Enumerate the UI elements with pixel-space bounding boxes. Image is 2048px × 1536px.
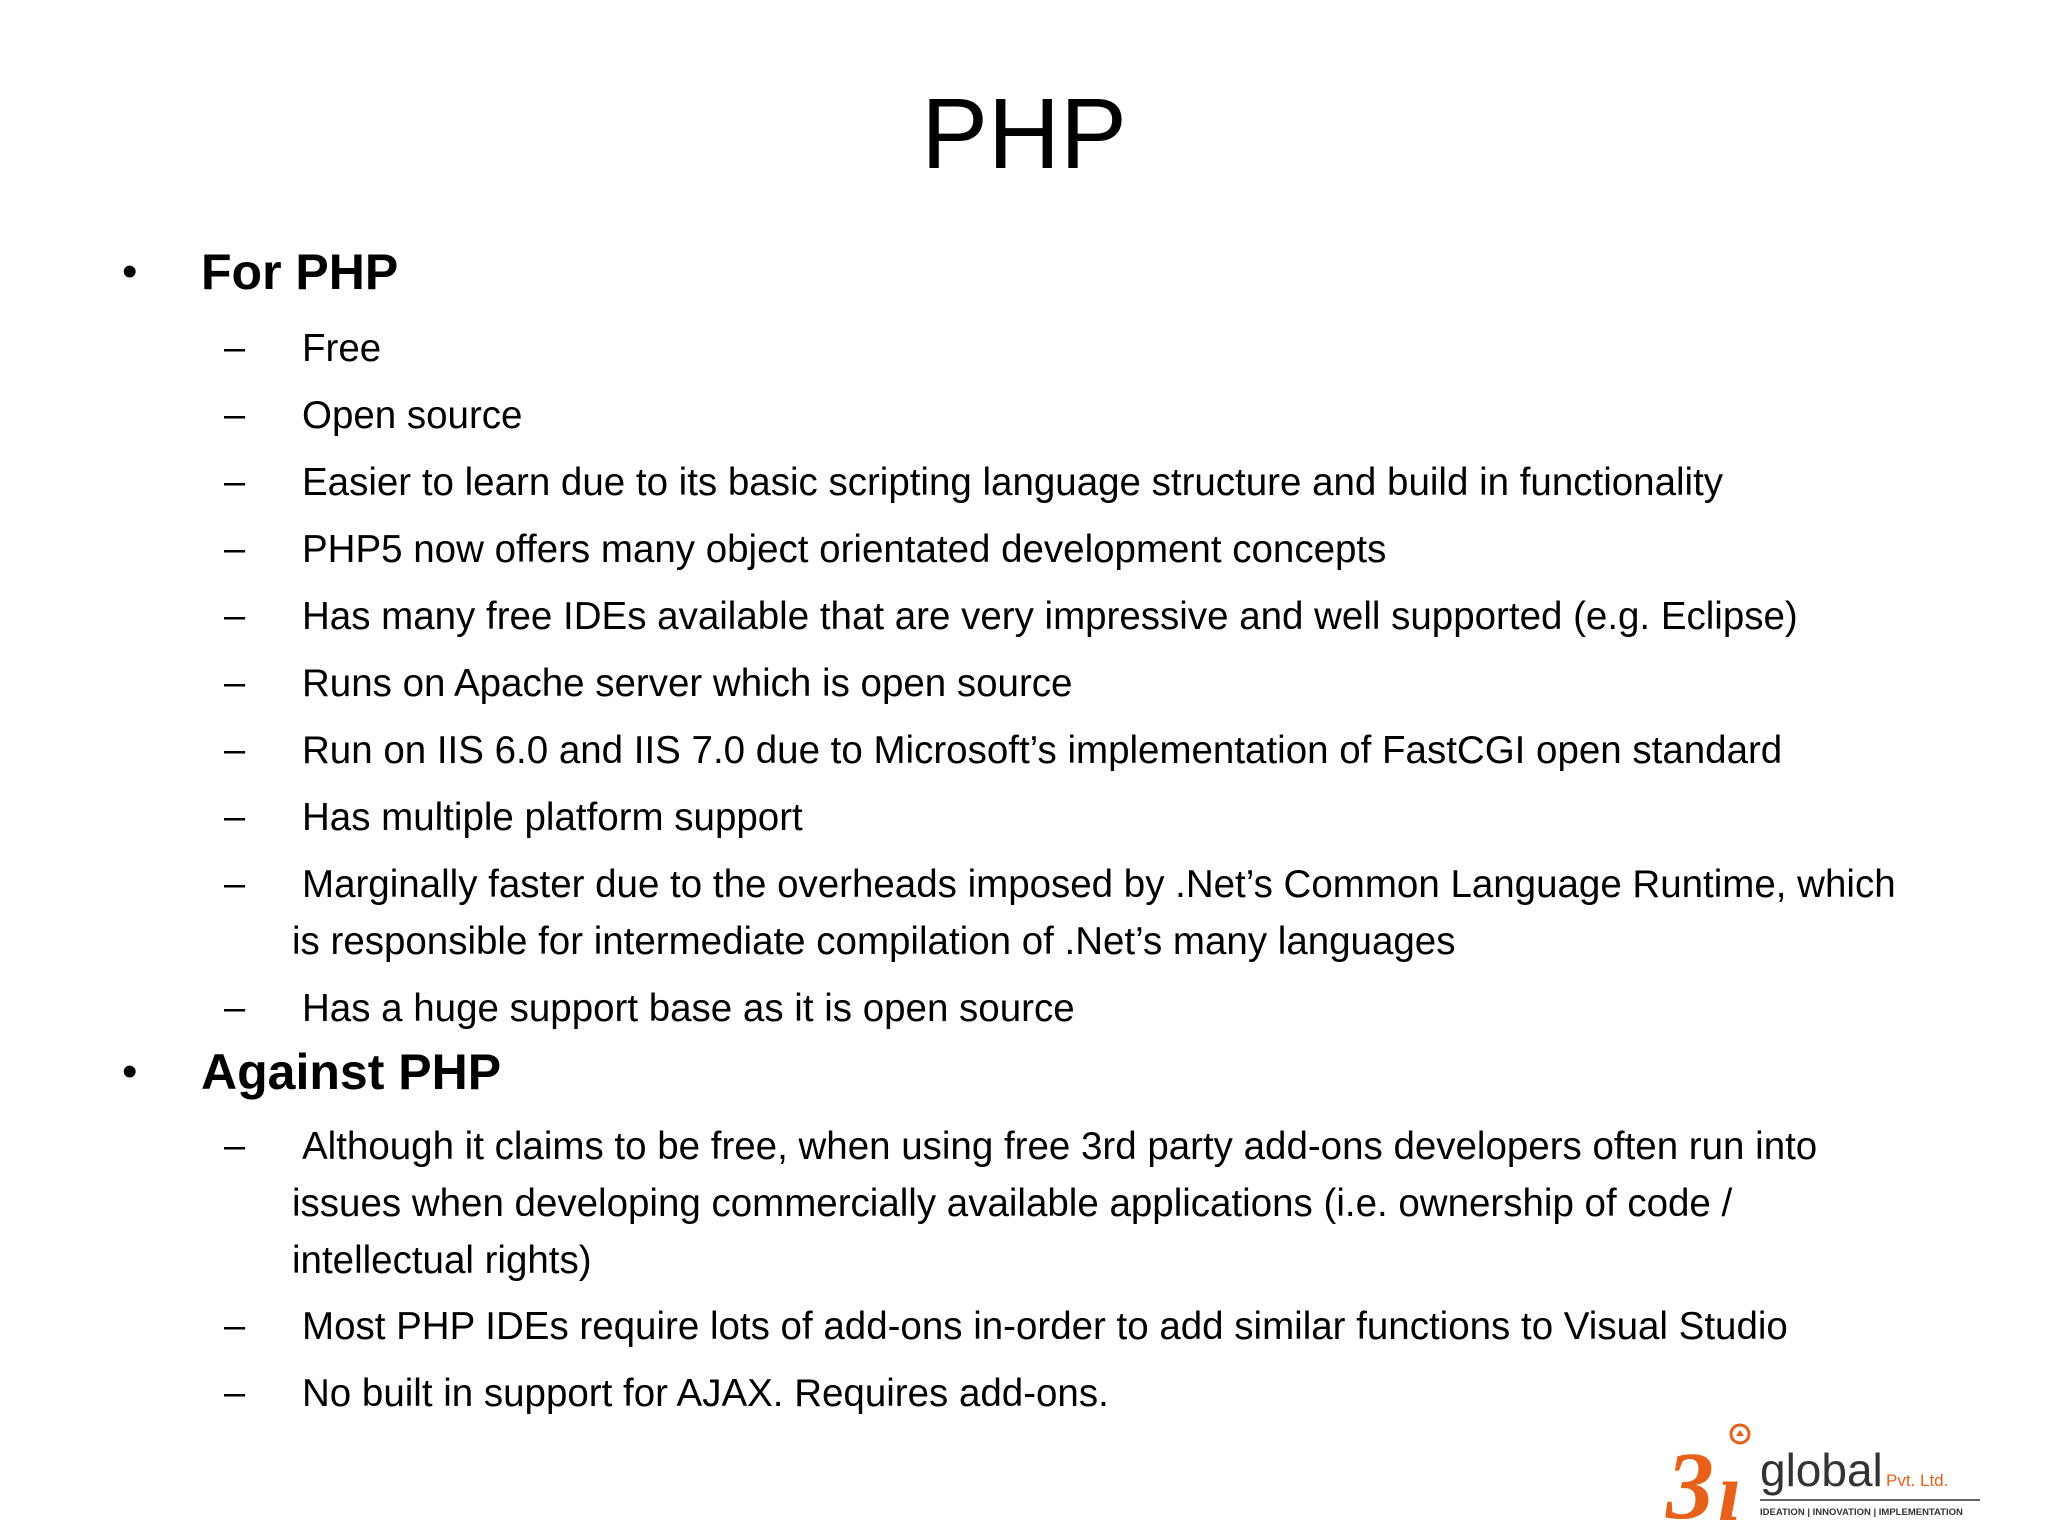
- dash-icon: –: [224, 863, 246, 905]
- dash-icon: –: [224, 595, 246, 637]
- dash-icon: –: [224, 729, 246, 771]
- list-item-text: Easier to learn due to its basic scripting language structure and build in functionality: [302, 461, 1724, 504]
- list-item-text: Most PHP IDEs require lots of add-ons in-order to add similar functions to Visual Studio: [302, 1305, 1788, 1348]
- against-php-heading-text: Against PHP: [201, 1044, 502, 1100]
- 3i-mark-icon: [1665, 1425, 1749, 1532]
- list-item-text: Marginally faster due to the overheads imposed by .Net’s Common Language Runtime, which is responsible for intermediate compilation of .Net’s many languages: [292, 863, 1928, 963]
- svg-text:ı: ı: [1718, 1446, 1742, 1532]
- dash-icon: –: [224, 987, 246, 1029]
- for-php-heading-text: For PHP: [201, 244, 399, 300]
- company-logo: [1660, 1422, 1980, 1532]
- dash-icon: –: [224, 796, 246, 838]
- logo-tagline-text: IDEATION | INNOVATION | IMPLEMENTATION: [1760, 1507, 1963, 1518]
- dash-icon: –: [224, 528, 246, 570]
- list-item-text: Has multiple platform support: [302, 796, 803, 839]
- list-item-text: Has many free IDEs available that are very impressive and well supported (e.g. Eclipse): [302, 595, 1798, 638]
- list-item-text: Open source: [302, 394, 523, 437]
- list-item-text: Although it claims to be free, when using free 3rd party add-ons developers often run into issues when developing commercially available applications (i.e. ownership of code / intellectual rights): [292, 1125, 1828, 1282]
- slide-title: PHP: [921, 78, 1127, 190]
- list-item-text: Runs on Apache server which is open source: [302, 662, 1073, 705]
- dash-icon: –: [224, 394, 246, 436]
- svg-text:3: 3: [1666, 1432, 1714, 1532]
- dash-icon: –: [224, 461, 246, 503]
- bullet-icon: •: [122, 247, 138, 296]
- dash-icon: –: [224, 1372, 246, 1414]
- bullet-icon: •: [122, 1047, 138, 1096]
- list-item-text: No built in support for AJAX. Requires add-ons.: [302, 1372, 1109, 1415]
- list-item-text: Run on IIS 6.0 and IIS 7.0 due to Microsoft’s implementation of FastCGI open standard: [302, 729, 1783, 772]
- list-item-text: PHP5 now offers many object orientated development concepts: [302, 528, 1387, 571]
- list-item-text: Free: [302, 327, 382, 370]
- dash-icon: –: [224, 327, 246, 369]
- dash-icon: –: [224, 1305, 246, 1347]
- dash-icon: –: [224, 1125, 246, 1167]
- logo-brand-text: global: [1760, 1444, 1883, 1496]
- list-item-text: Has a huge support base as it is open source: [302, 987, 1075, 1030]
- logo-suffix-text: Pvt. Ltd.: [1886, 1471, 1949, 1490]
- dash-icon: –: [224, 662, 246, 704]
